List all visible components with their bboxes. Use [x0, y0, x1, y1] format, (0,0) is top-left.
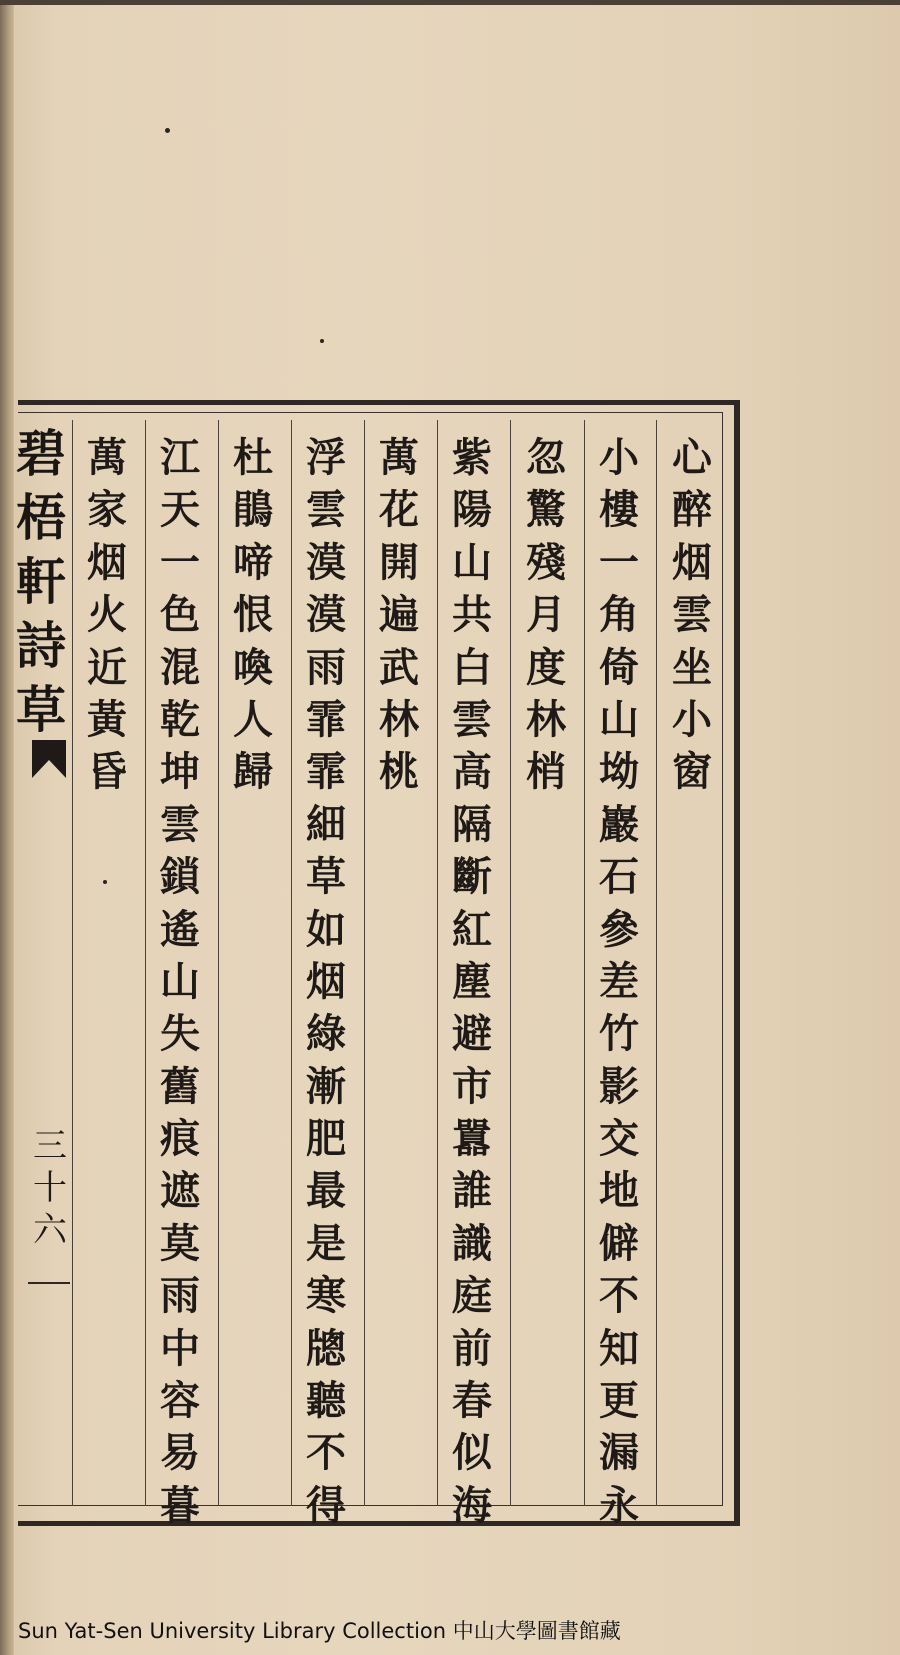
- glyph: 月: [526, 591, 566, 639]
- glyph: 陽: [452, 486, 492, 534]
- glyph: 永: [599, 1481, 639, 1529]
- glyph: 不: [306, 1429, 346, 1477]
- glyph: 舊: [160, 1062, 200, 1110]
- glyph: 樓: [599, 486, 639, 534]
- glyph: 肥: [306, 1115, 346, 1163]
- glyph: 春: [452, 1377, 492, 1425]
- glyph: 三: [33, 1126, 67, 1166]
- glyph: 昏: [87, 748, 127, 796]
- column-rule: [291, 420, 292, 1506]
- glyph: 桃: [379, 748, 419, 796]
- glyph: 痕: [160, 1115, 200, 1163]
- glyph: 坐: [672, 643, 712, 691]
- glyph: 石: [599, 853, 639, 901]
- glyph: 草: [16, 680, 66, 739]
- glyph: 花: [379, 486, 419, 534]
- glyph: 遍: [379, 591, 419, 639]
- glyph: 漸: [306, 1062, 346, 1110]
- glyph: 開: [379, 538, 419, 586]
- glyph: 霏: [306, 748, 346, 796]
- column-rule: [584, 420, 585, 1506]
- glyph: 不: [599, 1272, 639, 1320]
- glyph: 雲: [306, 486, 346, 534]
- glyph: 一: [599, 538, 639, 586]
- glyph: 交: [599, 1115, 639, 1163]
- margin-page-number: [28, 1125, 72, 1251]
- page-top-edge: [0, 0, 900, 5]
- glyph: 小: [672, 695, 712, 743]
- glyph: 高: [452, 748, 492, 796]
- column-rule: [656, 420, 657, 1506]
- glyph: 似: [452, 1429, 492, 1477]
- glyph: 色: [160, 591, 200, 639]
- collection-watermark: Sun Yat-Sen University Library Collection 中山大學圖書館藏: [18, 1619, 621, 1643]
- glyph: 避: [452, 1010, 492, 1058]
- glyph: 更: [599, 1377, 639, 1425]
- glyph: 寒: [306, 1272, 346, 1320]
- glyph: 林: [379, 695, 419, 743]
- glyph: 市: [452, 1062, 492, 1110]
- glyph: 漏: [599, 1429, 639, 1477]
- glyph: 差: [599, 957, 639, 1005]
- glyph: 暮: [160, 1481, 200, 1529]
- book-spine: [0, 0, 14, 1655]
- glyph: 林: [526, 695, 566, 743]
- glyph: 火: [87, 591, 127, 639]
- glyph: 六: [33, 1210, 67, 1250]
- glyph: 參: [599, 905, 639, 953]
- glyph: 角: [599, 591, 639, 639]
- glyph: 莫: [160, 1219, 200, 1267]
- glyph: 心: [672, 434, 712, 481]
- glyph: 紫: [452, 434, 492, 481]
- glyph: 中: [160, 1324, 200, 1372]
- glyph: 知: [599, 1324, 639, 1372]
- glyph: 坳: [599, 748, 639, 796]
- glyph: 江: [160, 434, 200, 481]
- column-rule: [437, 420, 438, 1506]
- glyph: 失: [160, 1010, 200, 1058]
- glyph: 坤: [160, 748, 200, 796]
- glyph: 混: [160, 643, 200, 691]
- column-rule: [510, 420, 511, 1506]
- glyph: 驚: [526, 486, 566, 534]
- glyph: 梢: [526, 748, 566, 796]
- glyph: 窗: [672, 748, 712, 796]
- glyph: 白: [452, 643, 492, 691]
- glyph: 最: [306, 1167, 346, 1215]
- glyph: 庭: [452, 1272, 492, 1320]
- glyph: 雲: [672, 591, 712, 639]
- glyph: 竹: [599, 1010, 639, 1058]
- glyph: 天: [160, 486, 200, 534]
- glyph: 塵: [452, 957, 492, 1005]
- glyph: 草: [306, 853, 346, 901]
- column-rule: [364, 420, 365, 1506]
- glyph: 斷: [452, 853, 492, 901]
- glyph: 容: [160, 1377, 200, 1425]
- glyph: 山: [599, 695, 639, 743]
- glyph: 碧: [16, 424, 66, 483]
- glyph: 乾: [160, 695, 200, 743]
- glyph: 黃: [87, 695, 127, 743]
- poem-column: [294, 432, 358, 1532]
- glyph: 識: [452, 1219, 492, 1267]
- glyph: 杜: [233, 434, 273, 481]
- glyph: 啼: [233, 538, 273, 586]
- glyph: 近: [87, 643, 127, 691]
- glyph: 倚: [599, 643, 639, 691]
- glyph: 得: [306, 1481, 346, 1529]
- column-rule: [145, 420, 146, 1506]
- column-rule: [72, 420, 73, 1506]
- glyph: 鵑: [233, 486, 273, 534]
- poem-column: [75, 432, 139, 799]
- glyph: 漠: [306, 591, 346, 639]
- glyph: 家: [87, 486, 127, 534]
- glyph: 雨: [306, 643, 346, 691]
- glyph: 地: [599, 1167, 639, 1215]
- glyph: 囂: [452, 1115, 492, 1163]
- glyph: 雨: [160, 1272, 200, 1320]
- glyph: 雲: [160, 800, 200, 848]
- glyph: 一: [160, 538, 200, 586]
- glyph: 聽: [306, 1377, 346, 1425]
- fishtail-mark-icon: [32, 738, 66, 780]
- ink-speck: [165, 128, 170, 133]
- glyph: 如: [306, 905, 346, 953]
- glyph: 是: [306, 1219, 346, 1267]
- glyph: 烟: [87, 538, 127, 586]
- glyph: 巖: [599, 800, 639, 848]
- glyph: 軒: [16, 552, 66, 611]
- glyph: 雲: [452, 695, 492, 743]
- glyph: 烟: [306, 957, 346, 1005]
- margin-book-title: [12, 422, 70, 742]
- glyph: 漠: [306, 538, 346, 586]
- glyph: 人: [233, 695, 273, 743]
- poem-column: [660, 432, 724, 799]
- glyph: 隔: [452, 800, 492, 848]
- glyph: 共: [452, 591, 492, 639]
- glyph: 度: [526, 643, 566, 691]
- ink-speck: [320, 339, 324, 343]
- glyph: 忽: [526, 434, 566, 481]
- glyph: 歸: [233, 748, 273, 796]
- glyph: 山: [452, 538, 492, 586]
- glyph: 萬: [379, 434, 419, 481]
- glyph: 烟: [672, 538, 712, 586]
- glyph: 恨: [233, 591, 273, 639]
- glyph: 鎖: [160, 853, 200, 901]
- glyph: 遮: [160, 1167, 200, 1215]
- poem-column: [440, 432, 504, 1532]
- poem-column: [148, 432, 212, 1532]
- glyph: 小: [599, 434, 639, 481]
- glyph: 綠: [306, 1010, 346, 1058]
- glyph: 誰: [452, 1167, 492, 1215]
- poem-column: [587, 432, 651, 1532]
- poem-column: [514, 432, 578, 799]
- poem-column: [221, 432, 285, 799]
- glyph: 殘: [526, 538, 566, 586]
- glyph: 牕: [306, 1324, 346, 1372]
- margin-bar: [28, 1282, 70, 1284]
- glyph: 萬: [87, 434, 127, 481]
- glyph: 浮: [306, 434, 346, 481]
- glyph: 易: [160, 1429, 200, 1477]
- glyph: 遙: [160, 905, 200, 953]
- poem-column: [367, 432, 431, 799]
- glyph: 僻: [599, 1219, 639, 1267]
- glyph: 前: [452, 1324, 492, 1372]
- glyph: 紅: [452, 905, 492, 953]
- glyph: 十: [33, 1168, 67, 1208]
- glyph: 醉: [672, 486, 712, 534]
- glyph: 詩: [16, 616, 66, 675]
- glyph: 武: [379, 643, 419, 691]
- glyph: 山: [160, 957, 200, 1005]
- column-rule: [218, 420, 219, 1506]
- glyph: 霏: [306, 695, 346, 743]
- glyph: 梧: [16, 488, 66, 547]
- glyph: 海: [452, 1481, 492, 1529]
- glyph: 影: [599, 1062, 639, 1110]
- glyph: 細: [306, 800, 346, 848]
- glyph: 喚: [233, 643, 273, 691]
